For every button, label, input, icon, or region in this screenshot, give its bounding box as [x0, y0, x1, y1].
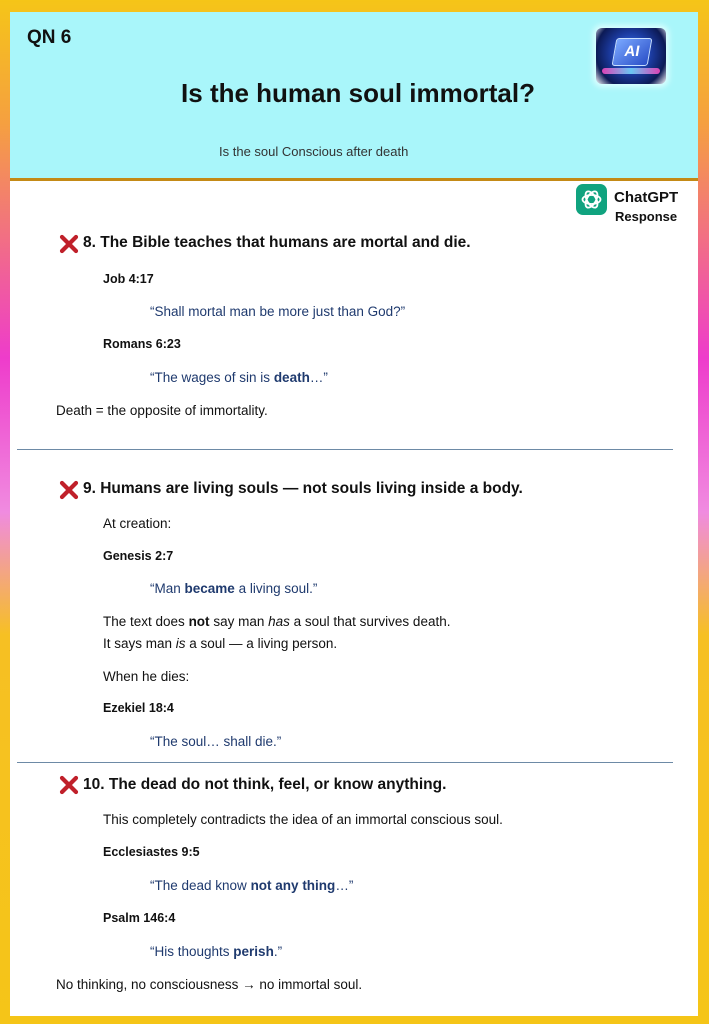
cross-mark-icon — [59, 234, 79, 254]
divider — [17, 762, 673, 763]
section-9-heading: 9. Humans are living souls — not souls living inside a body. — [83, 480, 523, 497]
chatgpt-badge — [576, 184, 696, 234]
cross-mark-icon — [59, 775, 79, 795]
section-9-para-1: The text does not say man has a soul that survives death. — [103, 614, 451, 629]
page-title: Is the human soul immortal? — [181, 78, 535, 108]
section-8-note: Death = the opposite of immortality. — [56, 403, 268, 418]
quote-genesis: “Man became a living soul.” — [150, 581, 318, 596]
reference-ezekiel: Ezekiel 18:4 — [103, 701, 174, 715]
header-banner — [10, 12, 698, 181]
quote-psalm: “His thoughts perish.” — [150, 944, 283, 959]
section-10-heading: 10. The dead do not think, feel, or know anything. — [83, 776, 447, 793]
section-10-intro: This completely contradicts the idea of an immortal conscious soul. — [103, 812, 503, 827]
cross-mark-icon — [59, 480, 79, 500]
quote-ecclesiastes: “The dead know not any thing…” — [150, 878, 354, 893]
section-9-intro: At creation: — [103, 516, 172, 531]
chatgpt-name: ChatGPT — [614, 189, 679, 206]
ai-logo — [596, 28, 666, 84]
chatgpt-icon — [576, 184, 607, 215]
page-subtitle: Is the soul Conscious after death — [219, 144, 409, 159]
ai-chip-label: AI — [612, 38, 653, 66]
reference-genesis: Genesis 2:7 — [103, 549, 174, 563]
section-9-para-2: It says man is a soul — a living person. — [103, 636, 338, 651]
ai-glow — [602, 68, 660, 74]
section-9-when: When he dies: — [103, 669, 190, 684]
divider — [17, 449, 673, 450]
quote-romans: “The wages of sin is death…” — [150, 370, 328, 385]
question-number: QN 6 — [27, 27, 72, 48]
page — [10, 12, 698, 1016]
quote-ezekiel: “The soul… shall die.” — [150, 734, 282, 749]
reference-psalm: Psalm 146:4 — [103, 911, 176, 925]
section-8-heading: 8. The Bible teaches that humans are mortal and die. — [83, 234, 471, 251]
chatgpt-response-label: Response — [615, 209, 678, 224]
reference-ecclesiastes: Ecclesiastes 9:5 — [103, 845, 200, 859]
reference-romans: Romans 6:23 — [103, 337, 181, 351]
reference-job: Job 4:17 — [103, 272, 154, 286]
quote-job: “Shall mortal man be more just than God?” — [150, 304, 406, 319]
conclusion: No thinking, no consciousness → no immortal soul. — [56, 977, 363, 992]
